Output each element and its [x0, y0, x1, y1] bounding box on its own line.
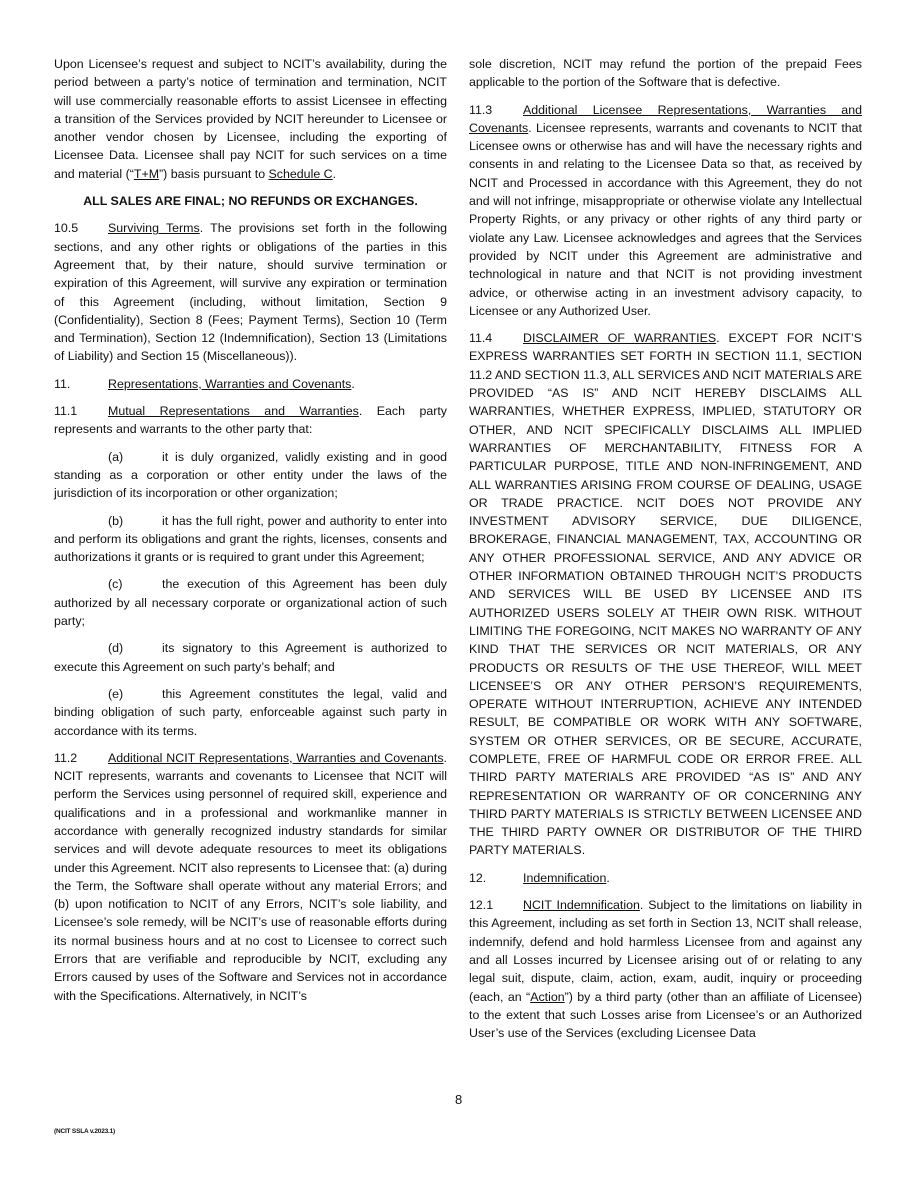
section-number: 10.5	[54, 221, 79, 236]
item-text: it has the full right, power and authority to enter into and perform its obligations and grant the rights, licenses, consents and authorizations it grants or is required to grant under this Agreement;	[54, 513, 447, 565]
defined-term-tm: T+M	[133, 166, 160, 181]
page-number: 8	[455, 1092, 463, 1107]
continued-paragraph: sole discretion, NCIT may refund the portion of the prepaid Fees applicable to the portion of the Software that is defective.	[469, 57, 862, 90]
section-heading: NCIT Indemnification	[523, 898, 640, 913]
list-item	[54, 575, 447, 630]
text: .	[332, 166, 337, 181]
section-12	[469, 869, 862, 887]
section-number: 11.1	[54, 404, 78, 419]
section-body: . The provisions set forth in the following sections, and any other rights or obligations of the parties in this Agreement that, by their nature, should survive termination or expiration of this Agreement, will survive any expiration or termination of this Agreement (including, without limitation, Section 9 (Confidentiality), Section 8 (Fees; Payment Terms), Section 10 (Term and Termination), Section 12 (Indemnification), Section 13 (Limitations of Liability) and Section 15 (Miscellaneous)).	[54, 221, 447, 364]
item-label: (a)	[108, 449, 124, 464]
no-refunds-notice: ALL SALES ARE FINAL; NO REFUNDS OR EXCHANGES.	[83, 194, 418, 209]
defined-term-action: Action	[530, 989, 565, 1004]
list-item	[54, 685, 447, 740]
list-item	[54, 448, 447, 503]
list-item	[54, 512, 447, 567]
section-body: . Each party represents and warrants to the other party that:	[54, 404, 447, 437]
section-body: . Licensee represents, warrants and covenants to NCIT that Licensee owns or otherwise has and will have the necessary rights and consents in and relating to the Licensee Data so that, as received by NCIT and Processed in accordance with this Agreement, they do not and will not infringe, misappropriate or otherwise violate any Intellectual Property Rights, or any privacy or other rights of any third party or violate any Law. Licensee acknowledges and agrees that the Services provided by NCIT under this Agreement are administrative and technological in nature and that NCIT is not providing investment advice, or otherwise acting in an investment advisory capacity, to Licensee or any Authorized User.	[469, 120, 862, 318]
schedule-c-reference: Schedule C	[268, 166, 333, 181]
right-column	[469, 55, 862, 1051]
item-label: (e)	[108, 686, 124, 701]
section-12-1	[469, 896, 862, 1042]
section-number: 11.4	[469, 331, 493, 346]
section-body: .	[606, 870, 610, 885]
left-column	[54, 55, 447, 1014]
section-number: 12.1	[469, 898, 494, 913]
section-heading: Additional NCIT Representations, Warranties and Covenants	[108, 750, 444, 765]
section-10-5	[54, 219, 447, 365]
section-11-4	[469, 329, 862, 860]
section-body: .	[351, 376, 355, 391]
list-item	[54, 639, 447, 676]
section-11-3	[469, 101, 862, 321]
section-body: ”) by a third party (other than an affiliate of Licensee) to the extent that such Losses arise from Licensee’s or an Authorized User’s use of the Services (excluding Licensee Data	[469, 989, 863, 1041]
section-11-2	[54, 749, 447, 1005]
section-11	[54, 375, 447, 393]
section-body: . EXCEPT FOR NCIT’S EXPRESS WARRANTIES SET FORTH IN SECTION 11.1, SECTION 11.2 AND SECTION 11.3, ALL SERVICES AND NCIT MATERIALS ARE PROVIDED “AS IS” AND NCIT HEREBY DISCLAIMS ALL WARRANTIES, WHETHER EXPRESS, IMPLIED, STATUTORY OR OTHER, AND NCIT SPECIFICALLY DISCLAIMS ALL IMPLIED WARRANTIES OF MERCHANTABILITY, FITNESS FOR A PARTICULAR PURPOSE, TITLE AND NON-INFRINGEMENT, AND ALL WARRANTIES ARISING FROM COURSE OF DEALING, USAGE OR TRADE PRACTICE. NCIT DOES NOT PROVIDE ANY INVESTMENT ADVISORY SERVICE, DUE DILIGENCE, BROKERAGE, FINANCIAL MANAGEMENT, TAX, ACCOUNTING OR ANY OTHER PROFESSIONAL SERVICE, AND ANY ADVICE OR OTHER INFORMATION OBTAINED THROUGH NCIT’S PRODUCTS AND SERVICES WILL BE USED BY LICENSEE AND ITS AUTHORIZED USERS SOLELY AT THEIR OWN RISK. WITHOUT LIMITING THE FOREGOING, NCIT MAKES NO WARRANTY OF ANY KIND THAT THE SERVICES OR NCIT MATERIALS, OR ANY PRODUCTS OR RESULTS OF THE USE THEREOF, WILL MEET LICENSEE’S OR ANY OTHER PERSON’S REQUIREMENTS, OPERATE WITHOUT INTERRUPTION, ACHIEVE ANY INTENDED RESULT, BE COMPATIBLE OR WORK WITH ANY SOFTWARE, SYSTEM OR OTHER SERVICES, OR BE SECURE, ACCURATE, COMPLETE, FREE OF HARMFUL CODE OR ERROR FREE. ALL THIRD PARTY MATERIALS ARE PROVIDED “AS IS” AND ANY REPRESENTATION OR WARRANTY OF OR CONCERNING ANY THIRD PARTY MATERIALS IS STRICTLY BETWEEN LICENSEE AND THE THIRD PARTY OWNER OR DISTRIBUTOR OF THE THIRD PARTY MATERIALS.	[469, 331, 862, 858]
section-11-1	[54, 402, 447, 439]
section-heading: DISCLAIMER OF WARRANTIES	[523, 331, 717, 346]
section-heading: Mutual Representations and Warranties	[108, 404, 359, 419]
section-number: 11.	[54, 376, 71, 391]
section-heading: Indemnification	[523, 870, 607, 885]
item-label: (d)	[108, 641, 124, 656]
item-text: the execution of this Agreement has been duly authorized by all necessary corporate or organizational action of such party;	[54, 577, 447, 629]
section-body: . Subject to the limitations on liability in this Agreement, including as set forth in Section 13, NCIT shall release, indemnify, defend and hold harmless Licensee from and against any and all Losses incurred by Licensee arising out of or relating to any legal suit, dispute, claim, action, exam, audit, inquiry or proceeding (each, an “	[469, 898, 863, 1004]
section-heading: Representations, Warranties and Covenants	[108, 376, 352, 391]
item-text: its signatory to this Agreement is authorized to execute this Agreement on such party’s behalf; and	[54, 641, 447, 674]
item-text: it is duly organized, validly existing and in good standing as a corporation or other entity under the laws of the jurisdiction of its incorporation or other organization;	[54, 449, 447, 501]
item-label: (c)	[108, 577, 123, 592]
item-text: this Agreement constitutes the legal, valid and binding obligation of such party, enforceable against such party in accordance with its terms.	[54, 686, 447, 738]
section-number: 12.	[469, 870, 487, 885]
item-label: (b)	[108, 513, 124, 528]
section-heading: Additional Licensee Representations, Warranties and Covenants	[469, 102, 862, 135]
section-number: 11.2	[54, 750, 78, 765]
text: Upon Licensee’s request and subject to NCIT’s availability, during the period between a party’s notice of termination and termination, NCIT will use commercially reasonable efforts to assist Licensee in effecting a transition of the Services provided by NCIT hereunder to Licensee or another vendor chosen by Licensee, including the exporting of Licensee Data. Licensee shall pay NCIT for such services on a time and material (“	[54, 57, 447, 181]
text: ”) basis pursuant to	[159, 166, 269, 181]
section-body: . NCIT represents, warrants and covenants to Licensee that NCIT will perform the Services using personnel of required skill, experience and qualifications and in a professional and workmanlike manner in accordance with generally recognized industry standards for similar services and will devote adequate resources to meet its obligations under this Agreement. NCIT also represents to Licensee that: (a) during the Term, the Software shall operate without any material Errors; and (b) upon notification to NCIT of any Errors, NCIT’s sole liability, and Licensee’s sole remedy, will be NCIT’s use of reasonable efforts during its normal business hours and at no cost to Licensee to correct such Errors that are verifiable and reproducible by NCIT, excluding any Errors caused by uses of the Software and Services not in accordance with the Specifications. Alternatively, in NCIT’s	[54, 750, 447, 1003]
section-heading: Surviving Terms	[108, 221, 200, 236]
document-version-footer: (NCIT SSLA v.2023.1)	[54, 1128, 116, 1135]
section-number: 11.3	[469, 102, 493, 117]
transition-paragraph	[54, 55, 447, 183]
